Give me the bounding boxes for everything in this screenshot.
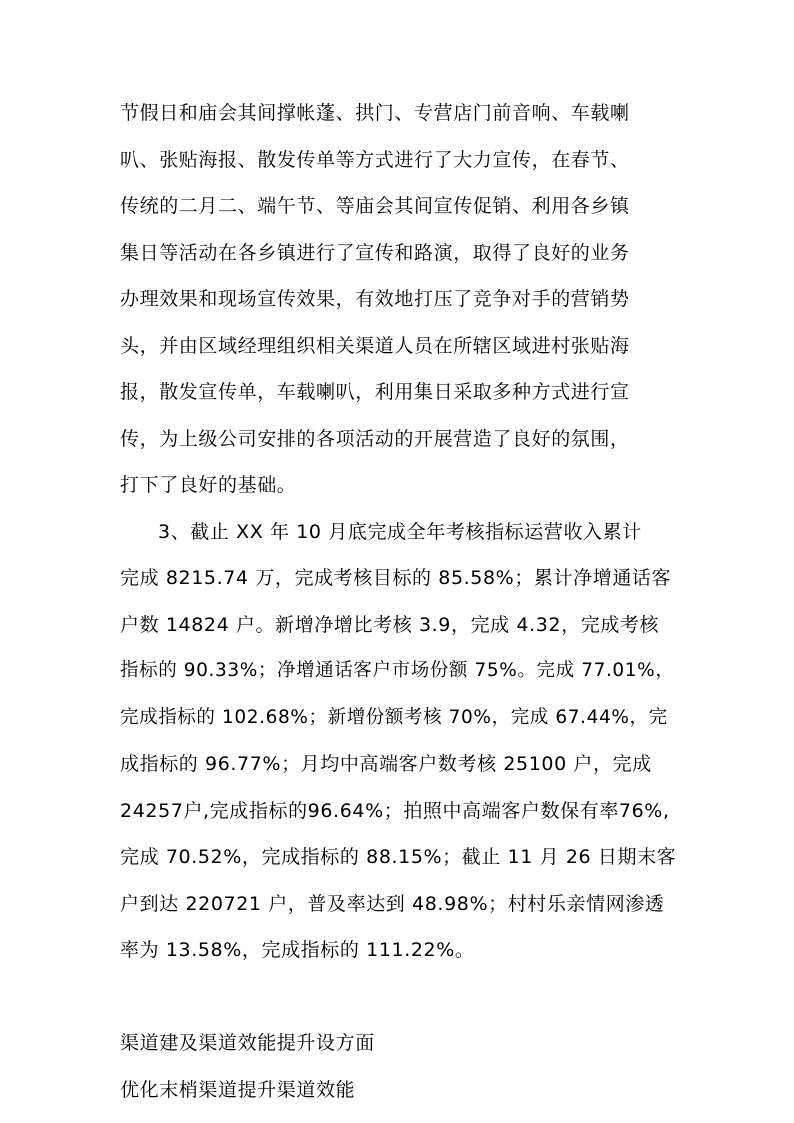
paragraph2-line: 成指标的 96.77%；月均中高端客户数考核 25100 户，完成 [120,753,652,775]
paragraph1-line: 办理效果和现场宣传效果，有效地打压了竞争对手的营销势 [120,288,630,310]
paragraph1-line: 传，为上级公司安排的各项活动的开展营造了良好的氛围， [120,428,630,450]
paragraph1-line: 报，散发宣传单，车载喇叭，利用集日采取多种方式进行宣 [120,381,630,403]
section-heading: 优化末梢渠道提升渠道效能 [120,1079,356,1101]
paragraph2-line: 户到达 220721 户，普及率达到 48.98%；村村乐亲情网渗透 [120,893,665,915]
paragraph1-line: 叭、张贴海报、散发传单等方式进行了大力宣传，在春节、 [120,149,630,171]
paragraph2-line: 完成 70.52%，完成指标的 88.15%；截止 11 月 26 日期末客 [120,846,677,868]
paragraph1-line: 传统的二月二、端午节、等庙会其间宣传促销、利用各乡镇 [120,195,630,217]
paragraph2-line: 率为 13.58%，完成指标的 111.22%。 [120,939,475,961]
paragraph1-line: 节假日和庙会其间撑帐蓬、拱门、专营店门前音响、车载喇 [120,102,630,124]
paragraph2-line: 指标的 90.33%；净增通话客户市场份额 75%。完成 77.01%， [120,660,675,681]
paragraph1-line: 打下了良好的基础。 [120,474,297,496]
section-heading: 渠道建及渠道效能提升设方面 [120,1032,375,1054]
paragraph2-line: 完成指标的 102.68%；新增份额考核 70%，完成 67.44%，完 [120,707,668,728]
paragraph2-line: 3、截止 XX 年 10 月底完成全年考核指标运营收入累计 [158,521,642,543]
paragraph2-line: 完成 8215.74 万，完成考核目标的 85.58%；累计净增通话客 [120,567,672,589]
paragraph2-line: 24257户,完成指标的96.64%；拍照中高端客户数保有率76%, [120,800,670,822]
paragraph1-line: 集日等活动在各乡镇进行了宣传和路演，取得了良好的业务 [120,242,630,264]
paragraph2-line: 户数 14824 户。新增净增比考核 3.9，完成 4.32，完成考核 [120,614,660,636]
paragraph1-line: 头，并由区域经理组织相关渠道人员在所辖区域进村张贴海 [120,335,630,357]
